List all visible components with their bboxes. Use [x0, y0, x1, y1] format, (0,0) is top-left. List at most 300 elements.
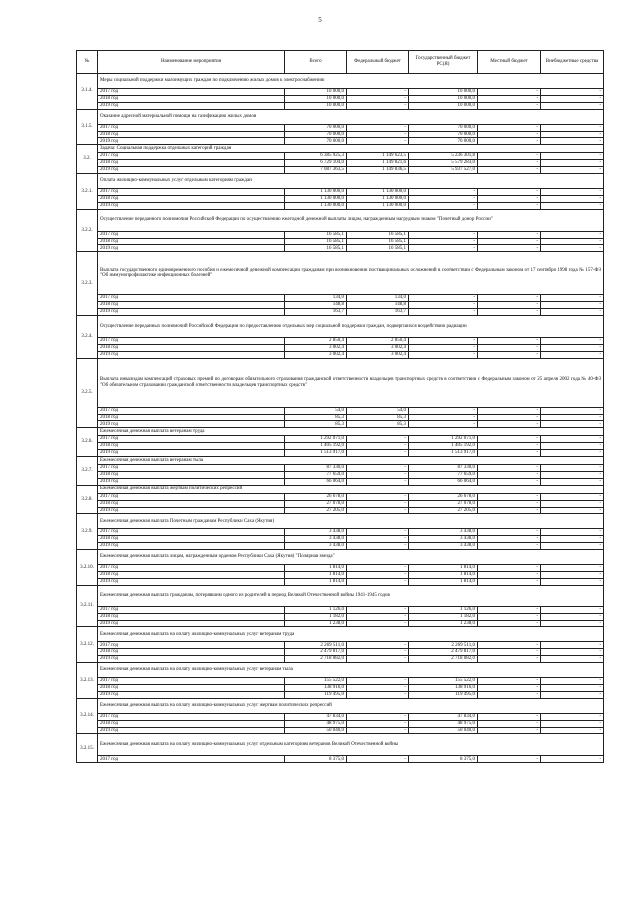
year-cell: 2017 год	[98, 642, 285, 649]
local-cell: -	[478, 493, 541, 500]
local-cell: -	[478, 124, 541, 131]
table-row	[77, 138, 604, 145]
state-cell: 1 814,0	[409, 571, 478, 578]
measure-row	[77, 627, 604, 642]
offbudget-cell: -	[541, 124, 604, 131]
year-cell: 2017 год	[98, 189, 285, 196]
local-cell: -	[478, 620, 541, 627]
federal-cell: -	[347, 478, 409, 485]
local-cell: -	[478, 138, 541, 145]
local-cell: -	[478, 578, 541, 585]
federal-cell: -	[347, 500, 409, 507]
table-row	[77, 493, 604, 500]
table-row	[77, 407, 604, 414]
year-cell: 2017 год	[98, 338, 285, 345]
year-cell: 2019 год	[98, 351, 285, 358]
measure-row	[77, 252, 604, 295]
state-cell: -	[409, 407, 478, 414]
federal-cell: 3 002,4	[347, 351, 409, 358]
total-cell: 87 330,0	[285, 465, 347, 472]
measure-row	[77, 734, 604, 756]
federal-cell: -	[347, 493, 409, 500]
state-cell: 10 000,0	[409, 95, 478, 102]
federal-cell: -	[347, 529, 409, 536]
total-cell: 85,3	[285, 421, 347, 428]
state-cell: -	[409, 421, 478, 428]
local-cell: -	[478, 95, 541, 102]
state-cell: -	[409, 231, 478, 238]
state-cell: 3 438,0	[409, 529, 478, 536]
federal-cell: 16 585,1	[347, 238, 409, 245]
state-cell: -	[409, 195, 478, 202]
state-cell: 70 000,0	[409, 131, 478, 138]
item-code: 3.2.9.	[77, 514, 98, 550]
state-cell: 87 330,0	[409, 465, 478, 472]
offbudget-cell: -	[541, 302, 604, 309]
year-cell: 2019 год	[98, 620, 285, 627]
local-cell: -	[478, 344, 541, 351]
state-cell: -	[409, 302, 478, 309]
state-cell: -	[409, 295, 478, 302]
item-code: 3.2.1.	[77, 174, 98, 210]
federal-cell: -	[347, 713, 409, 720]
table-row	[77, 309, 604, 316]
table-row	[77, 245, 604, 252]
state-cell: 27 205,0	[409, 507, 478, 514]
local-cell: -	[478, 195, 541, 202]
header-total: Всего	[285, 51, 347, 74]
year-cell: 2019 год	[98, 727, 285, 734]
offbudget-cell: -	[541, 478, 604, 485]
local-cell: -	[478, 436, 541, 443]
state-cell: 10 000,0	[409, 89, 478, 96]
local-cell: -	[478, 302, 541, 309]
table-row	[77, 95, 604, 102]
page-number: 5	[318, 16, 322, 24]
table-row	[77, 649, 604, 656]
local-cell: -	[478, 713, 541, 720]
local-cell: -	[478, 529, 541, 536]
total-cell: 77 659,0	[285, 471, 347, 478]
year-cell: 2017 год	[98, 713, 285, 720]
local-cell: -	[478, 613, 541, 620]
federal-cell: 1 130 000,0	[347, 195, 409, 202]
item-code: 3.2.11.	[77, 585, 98, 627]
federal-cell: 1 130 000,0	[347, 189, 409, 196]
item-title: Ежемесячная денежная выплата на оплату жилищно-коммунальных услуг жертвам политических репрессий	[98, 698, 604, 713]
total-cell: 155 522,0	[285, 678, 347, 685]
state-cell: 70 000,0	[409, 124, 478, 131]
local-cell: -	[478, 727, 541, 734]
federal-cell: -	[347, 443, 409, 450]
state-cell: 1 292 071,0	[409, 436, 478, 443]
total-cell: 3 438,0	[285, 536, 347, 543]
local-cell: -	[478, 407, 541, 414]
table-row	[77, 153, 604, 160]
offbudget-cell: -	[541, 167, 604, 174]
federal-cell: -	[347, 756, 409, 763]
header-state: Государственный бюджет РС(Я)	[409, 51, 478, 74]
table-row	[77, 231, 604, 238]
table-row	[77, 536, 604, 543]
total-cell: 1 130 000,0	[285, 195, 347, 202]
federal-cell: 134,0	[347, 295, 409, 302]
local-cell: -	[478, 691, 541, 698]
year-cell: 2019 год	[98, 691, 285, 698]
state-cell: -	[409, 351, 478, 358]
table-row	[77, 167, 604, 174]
federal-cell: 16 585,1	[347, 245, 409, 252]
item-title: Ежемесячная денежная выплата гражданам, потерявшим одного из родителей в период Великой Отечественной войны 1941-1945 годов	[98, 585, 604, 606]
year-cell: 2018 год	[98, 414, 285, 421]
measure-row	[77, 174, 604, 189]
year-cell: 2018 год	[98, 131, 285, 138]
year-cell: 2017 год	[98, 565, 285, 572]
table-row	[77, 507, 604, 514]
year-cell: 2019 год	[98, 450, 285, 457]
offbudget-cell: -	[541, 543, 604, 550]
year-cell: 2019 год	[98, 102, 285, 109]
table-row	[77, 295, 604, 302]
year-cell: 2018 год	[98, 95, 285, 102]
item-code: 3.2.13.	[77, 663, 98, 699]
local-cell: -	[478, 478, 541, 485]
table-row	[77, 238, 604, 245]
year-cell: 2018 год	[98, 613, 285, 620]
offbudget-cell: -	[541, 727, 604, 734]
local-cell: -	[478, 649, 541, 656]
offbudget-cell: -	[541, 102, 604, 109]
total-cell: 54,0	[285, 407, 347, 414]
table-row	[77, 195, 604, 202]
table-row	[77, 578, 604, 585]
item-title: Ежемесячная денежная выплата ветеранам труда	[98, 428, 604, 436]
offbudget-cell: -	[541, 309, 604, 316]
federal-cell: -	[347, 656, 409, 663]
item-code: 3.2.10.	[77, 550, 98, 586]
local-cell: -	[478, 102, 541, 109]
state-cell: 1 814,0	[409, 565, 478, 572]
total-cell: 66 064,0	[285, 478, 347, 485]
local-cell: -	[478, 642, 541, 649]
federal-cell: -	[347, 124, 409, 131]
item-title: Ежемесячная денежная выплата жертвам политических репрессий	[98, 485, 604, 493]
federal-cell: -	[347, 565, 409, 572]
federal-cell: -	[347, 102, 409, 109]
year-cell: 2018 год	[98, 443, 285, 450]
total-cell: 1 814,0	[285, 565, 347, 572]
local-cell: -	[478, 131, 541, 138]
offbudget-cell: -	[541, 344, 604, 351]
year-cell: 2017 год	[98, 606, 285, 613]
state-cell: 50 040,0	[409, 727, 478, 734]
state-cell: 48 975,0	[409, 720, 478, 727]
total-cell: 2 850,4	[285, 338, 347, 345]
table-row	[77, 656, 604, 663]
local-cell: -	[478, 678, 541, 685]
state-cell: 5 236 301,8	[409, 153, 478, 160]
measure-row	[77, 698, 604, 713]
total-cell: 3 438,0	[285, 529, 347, 536]
table-row	[77, 160, 604, 167]
table-row	[77, 756, 604, 763]
federal-cell: -	[347, 507, 409, 514]
total-cell: 163,7	[285, 309, 347, 316]
year-cell: 2018 год	[98, 684, 285, 691]
item-code: 3.2.4.	[77, 316, 98, 359]
table-body	[77, 74, 604, 763]
local-cell: -	[478, 189, 541, 196]
total-cell: 1 126,0	[285, 606, 347, 613]
offbudget-cell: -	[541, 231, 604, 238]
federal-cell: -	[347, 720, 409, 727]
federal-cell: -	[347, 89, 409, 96]
local-cell: -	[478, 414, 541, 421]
offbudget-cell: -	[541, 414, 604, 421]
table-row	[77, 131, 604, 138]
total-cell: 148,8	[285, 302, 347, 309]
federal-cell: 163,7	[347, 309, 409, 316]
year-cell: 2019 год	[98, 421, 285, 428]
measure-row	[77, 428, 604, 436]
year-cell: 2018 год	[98, 238, 285, 245]
local-cell: -	[478, 309, 541, 316]
offbudget-cell: -	[541, 153, 604, 160]
total-cell: 1 814,0	[285, 571, 347, 578]
local-cell: -	[478, 507, 541, 514]
header-offbudget: Внебюджетные средства	[541, 51, 604, 74]
total-cell: 10 000,0	[285, 89, 347, 96]
year-cell: 2017 год	[98, 89, 285, 96]
federal-cell: 148,8	[347, 302, 409, 309]
year-cell: 2018 год	[98, 571, 285, 578]
header-federal: Федеральный бюджет	[347, 51, 409, 74]
table-row	[77, 529, 604, 536]
offbudget-cell: -	[541, 720, 604, 727]
year-cell: 2017 год	[98, 678, 285, 685]
table-row	[77, 713, 604, 720]
federal-cell: -	[347, 620, 409, 627]
offbudget-cell: -	[541, 202, 604, 209]
header-num: №	[77, 51, 98, 74]
offbudget-cell: -	[541, 613, 604, 620]
state-cell: 2 269 511,0	[409, 642, 478, 649]
federal-cell: -	[347, 642, 409, 649]
state-cell: 66 064,0	[409, 478, 478, 485]
total-cell: 1 513 917,0	[285, 450, 347, 457]
table-row	[77, 691, 604, 698]
header-local: Местный бюджет	[478, 51, 541, 74]
table-row	[77, 678, 604, 685]
year-cell: 2017 год	[98, 407, 285, 414]
measure-row	[77, 358, 604, 407]
offbudget-cell: -	[541, 500, 604, 507]
year-cell: 2017 год	[98, 231, 285, 238]
total-cell: 6 385 925,3	[285, 153, 347, 160]
measure-row	[77, 485, 604, 493]
item-code: 3.2.12.	[77, 627, 98, 663]
table-row	[77, 571, 604, 578]
state-cell: -	[409, 202, 478, 209]
total-cell: 7 087 363,5	[285, 167, 347, 174]
local-cell: -	[478, 245, 541, 252]
total-cell: 134,0	[285, 295, 347, 302]
total-cell: 1 405 192,0	[285, 443, 347, 450]
year-cell: 2019 год	[98, 656, 285, 663]
federal-cell: -	[347, 613, 409, 620]
offbudget-cell: -	[541, 493, 604, 500]
measure-row	[77, 209, 604, 231]
federal-cell: 2 850,4	[347, 338, 409, 345]
federal-cell: -	[347, 678, 409, 685]
item-code: 3.2.15.	[77, 734, 98, 763]
year-cell: 2018 год	[98, 195, 285, 202]
offbudget-cell: -	[541, 642, 604, 649]
item-code: 3.2.6.	[77, 428, 98, 457]
table-row	[77, 302, 604, 309]
federal-cell: -	[347, 578, 409, 585]
total-cell: 1 130 000,0	[285, 189, 347, 196]
year-cell: 2018 год	[98, 536, 285, 543]
item-title: Выплата государственного единовременного пособия и ежемесячной денежной компенсации гражданам при возникновении поствакцинальных осложнений в соответствии с Федеральным законом от 17 сентября 1998 года № 157-ФЗ "Об иммунопрофилактике инфекционных болезней"	[98, 252, 604, 295]
item-code: 3.2.	[77, 145, 98, 174]
table-row	[77, 102, 604, 109]
offbudget-cell: -	[541, 507, 604, 514]
year-cell: 2019 год	[98, 578, 285, 585]
state-cell: -	[409, 189, 478, 196]
local-cell: -	[478, 153, 541, 160]
state-cell: -	[409, 309, 478, 316]
local-cell: -	[478, 231, 541, 238]
measure-row	[77, 109, 604, 124]
total-cell: 3 002,4	[285, 344, 347, 351]
state-cell: 119 495,0	[409, 691, 478, 698]
state-cell: 1 182,0	[409, 613, 478, 620]
federal-cell: -	[347, 450, 409, 457]
item-code: 3.2.8.	[77, 485, 98, 514]
local-cell: -	[478, 606, 541, 613]
year-cell: 2019 год	[98, 478, 285, 485]
year-cell: 2018 год	[98, 344, 285, 351]
state-cell: 47 834,0	[409, 713, 478, 720]
table-row	[77, 471, 604, 478]
state-cell: 8 375,0	[409, 756, 478, 763]
item-code: 3.1.5.	[77, 109, 98, 145]
local-cell: -	[478, 351, 541, 358]
federal-cell: -	[347, 138, 409, 145]
offbudget-cell: -	[541, 351, 604, 358]
total-cell: 2 479 817,0	[285, 649, 347, 656]
table-row	[77, 606, 604, 613]
local-cell: -	[478, 89, 541, 96]
total-cell: 119 495,0	[285, 691, 347, 698]
item-code: 3.2.5.	[77, 358, 98, 428]
federal-cell: 1 149 623,5	[347, 153, 409, 160]
table-row	[77, 124, 604, 131]
local-cell: -	[478, 450, 541, 457]
total-cell: 16 585,1	[285, 245, 347, 252]
offbudget-cell: -	[541, 160, 604, 167]
local-cell: -	[478, 160, 541, 167]
item-title: Выплата инвалидам компенсаций страховых премий по договорам обязательного страхования гражданской ответственности владельцев транспортных средств в соответствии с Федеральным законом от 25 апреля 2002 года № 40-ФЗ "Об обязательном страховании гражданской ответственности владельцев транспортных средств"	[98, 358, 604, 407]
table-row	[77, 478, 604, 485]
federal-cell: 1 130 000,0	[347, 202, 409, 209]
offbudget-cell: -	[541, 678, 604, 685]
federal-cell: -	[347, 684, 409, 691]
table-row	[77, 613, 604, 620]
total-cell: 26 678,0	[285, 493, 347, 500]
total-cell: 27 078,0	[285, 500, 347, 507]
federal-cell: 16 585,1	[347, 231, 409, 238]
local-cell: -	[478, 571, 541, 578]
federal-cell: -	[347, 543, 409, 550]
federal-cell: 1 149 836,5	[347, 167, 409, 174]
year-cell: 2018 год	[98, 649, 285, 656]
state-cell: 3 438,0	[409, 543, 478, 550]
federal-cell: 85,3	[347, 414, 409, 421]
total-cell: 70 000,0	[285, 138, 347, 145]
table-row	[77, 414, 604, 421]
federal-cell: -	[347, 465, 409, 472]
measure-row	[77, 74, 604, 89]
offbudget-cell: -	[541, 465, 604, 472]
state-cell: 1 814,0	[409, 578, 478, 585]
total-cell: 16 585,1	[285, 231, 347, 238]
table-row	[77, 465, 604, 472]
item-code: 3.2.3.	[77, 252, 98, 316]
state-cell: -	[409, 245, 478, 252]
year-cell: 2017 год	[98, 295, 285, 302]
local-cell: -	[478, 756, 541, 763]
offbudget-cell: -	[541, 691, 604, 698]
federal-cell: -	[347, 436, 409, 443]
offbudget-cell: -	[541, 131, 604, 138]
local-cell: -	[478, 443, 541, 450]
federal-cell: -	[347, 649, 409, 656]
local-cell: -	[478, 536, 541, 543]
federal-cell: -	[347, 691, 409, 698]
year-cell: 2017 год	[98, 153, 285, 160]
item-title: Задача: Социальная поддержка отдельных категорий граждан	[98, 145, 604, 153]
year-cell: 2018 год	[98, 720, 285, 727]
offbudget-cell: -	[541, 95, 604, 102]
year-cell: 2019 год	[98, 507, 285, 514]
item-code: 3.1.4.	[77, 74, 98, 110]
item-title: Осуществление переданного полномочия Российской Федерации по осуществлению ежегодной денежной выплаты лицам, награжденным нагрудным знаком "Почетный донор России"	[98, 209, 604, 231]
state-cell: 2 718 082,0	[409, 656, 478, 663]
measure-row	[77, 457, 604, 465]
federal-cell: -	[347, 131, 409, 138]
local-cell: -	[478, 338, 541, 345]
total-cell: 85,3	[285, 414, 347, 421]
state-cell: -	[409, 344, 478, 351]
local-cell: -	[478, 500, 541, 507]
state-cell: 3 438,0	[409, 536, 478, 543]
state-cell: 1 126,0	[409, 606, 478, 613]
local-cell: -	[478, 202, 541, 209]
table-row	[77, 543, 604, 550]
local-cell: -	[478, 295, 541, 302]
table-row	[77, 642, 604, 649]
local-cell: -	[478, 471, 541, 478]
item-code: 3.2.14.	[77, 698, 98, 734]
state-cell: 155 522,0	[409, 678, 478, 685]
federal-cell: -	[347, 95, 409, 102]
item-title: Ежемесячная денежная выплата Почетным гражданам Республики Саха (Якутия)	[98, 514, 604, 529]
federal-cell: -	[347, 536, 409, 543]
year-cell: 2019 год	[98, 167, 285, 174]
offbudget-cell: -	[541, 571, 604, 578]
